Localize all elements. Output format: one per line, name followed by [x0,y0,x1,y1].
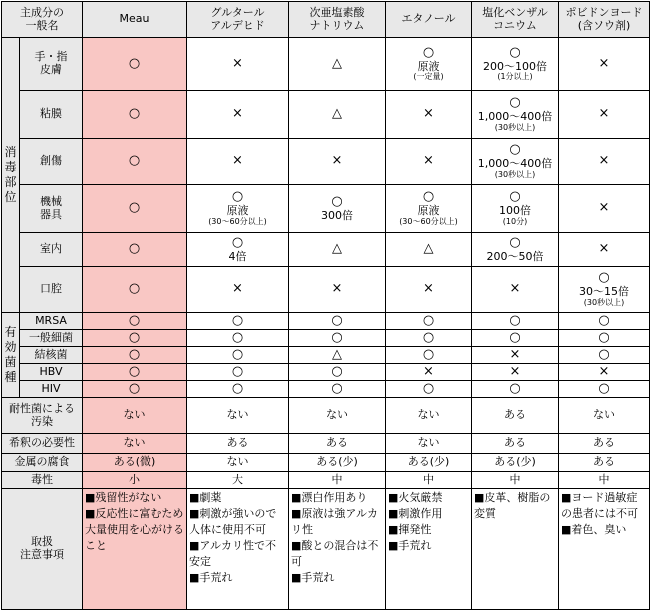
table-cell: ○ [83,381,187,398]
cell-line: × [423,281,434,297]
notes-cell [187,489,289,610]
table-cell [559,267,650,313]
cell-line: × [232,55,243,71]
table-cell: ○ [386,330,472,347]
cell-line: △ [332,55,342,71]
column-header: Meau [83,2,187,38]
notes-cell [386,489,472,610]
table-cell [187,233,289,267]
table-cell: × [472,364,559,381]
cell-line: × [232,153,243,169]
table-cell: 大 [187,472,289,489]
table-cell [187,267,289,313]
table-cell: 中 [289,472,386,489]
cell-line: ○ [422,44,435,60]
table-cell [559,91,650,139]
table-cell [472,267,559,313]
table-cell [472,38,559,91]
cell-line: (一定量) [413,72,444,82]
cell-line: ○ [509,234,521,250]
cell-line: ○ [128,153,141,169]
table-cell [289,267,386,313]
row-label: 金属の腐食 [2,454,83,472]
table-cell [289,91,386,139]
row-label: 結核菌 [20,347,83,364]
cell-line: × [598,241,610,257]
cell-line: (10分) [502,216,528,226]
table-cell: ○ [187,313,289,330]
cell-line: (30～60分以上) [208,216,267,226]
table-cell [472,91,559,139]
table-cell [289,139,386,185]
cell-line: 100倍 [499,204,531,218]
cell-line: × [232,106,243,122]
table-cell: ○ [559,313,650,330]
row-label: 口腔 [20,267,83,313]
table-cell: ○ [83,347,187,364]
cell-line: (30秒以上) [583,297,625,307]
table-cell: ある [472,398,559,434]
table-cell: ある(少) [386,454,472,472]
table-cell: ○ [187,330,289,347]
table-cell [289,185,386,233]
cell-line: × [598,153,610,169]
table-cell: ○ [289,330,386,347]
cell-line: × [509,281,521,297]
note-item: ■火気厳禁 [388,491,443,504]
note-item: ■漂白作用あり [291,491,368,504]
cell-line: ○ [231,234,244,250]
table-cell: ない [187,454,289,472]
row-label: 室内 [20,233,83,267]
group-label-disinfection: 消 毒 部 位 [2,38,20,313]
row-label: MRSA [20,313,83,330]
table-cell [289,38,386,91]
table-cell [289,233,386,267]
note-item: ■酸との混合は不可 [291,538,379,568]
table-cell [559,38,650,91]
cell-line: ○ [509,189,521,205]
row-label: 手・指 皮膚 [20,38,83,91]
table-cell: ○ [187,364,289,381]
note-item: ■残留性がない [85,491,162,504]
note-item: ■刺激作用 [388,506,443,520]
table-cell [187,139,289,185]
row-label-notes: 取扱 注意事項 [2,489,83,610]
table-cell: ない [83,398,187,434]
cell-line: 原液 [417,59,440,73]
table-cell [386,267,472,313]
note-item: ■揮発性 [388,522,432,536]
note-item: ■反応性に富むため大量使用を心がけること [85,506,184,552]
cell-line: × [598,200,610,216]
cell-line: 4倍 [228,249,247,263]
note-item: ■着色、臭い [561,522,627,536]
cell-line: 1,000～400倍 [477,157,553,171]
table-cell: ○ [472,313,559,330]
table-cell: ○ [386,381,472,398]
row-label: 希釈の必要性 [2,434,83,454]
table-cell: 中 [559,472,650,489]
table-cell: ある [289,434,386,454]
table-cell [83,233,187,267]
cell-line: △ [423,241,434,257]
cell-line: 300倍 [321,208,353,222]
row-label: 一般細菌 [20,330,83,347]
table-cell: △ [289,347,386,364]
column-header: 次亜塩素酸 ナトリウム [289,2,386,38]
cell-line: ○ [128,241,141,257]
cell-line: × [423,106,434,122]
cell-line: 200～50倍 [486,249,544,263]
table-cell [559,233,650,267]
table-cell: ない [289,398,386,434]
cell-line: × [423,153,434,169]
table-cell: ある [472,434,559,454]
group-label-effective: 有 効 菌 種 [2,313,20,398]
table-cell: × [386,364,472,381]
note-item: ■刺激が強いので人体に使用不可 [189,506,277,536]
cell-line: △ [332,106,342,122]
table-cell: ○ [83,330,187,347]
cell-line: (1分以上) [497,72,533,82]
column-header: ポビドンヨード (含ソウ剤) [559,2,650,38]
table-cell [187,185,289,233]
table-cell: × [472,347,559,364]
note-item: ■劇薬 [189,491,222,504]
cell-line: 原液 [417,204,440,218]
table-cell: ○ [472,381,559,398]
cell-line: ○ [509,142,521,158]
table-cell: × [559,364,650,381]
row-label: 機械 器具 [20,185,83,233]
table-cell: ○ [386,313,472,330]
notes-cell [289,489,386,610]
note-item: ■手荒れ [189,570,233,584]
cell-line: ○ [128,106,141,122]
cell-line: 200～100倍 [483,59,547,73]
table-cell: ○ [83,313,187,330]
cell-line: (30秒以上) [494,122,536,132]
table-cell [559,185,650,233]
table-cell: ない [559,398,650,434]
cell-line: ○ [598,270,610,286]
table-cell: ○ [289,381,386,398]
table-cell [472,139,559,185]
table-cell: ○ [187,381,289,398]
table-cell [472,185,559,233]
note-item: ■ヨード過敏症の患者には不可 [561,491,638,520]
cell-line: (30～60分以上) [399,216,458,226]
note-item: ■手荒れ [291,570,335,584]
table-cell [559,139,650,185]
table-cell: ない [187,398,289,434]
cell-line: 1,000～400倍 [477,110,553,124]
notes-cell [83,489,187,610]
notes-cell [472,489,559,610]
table-cell: ある(少) [289,454,386,472]
cell-line: ○ [128,281,141,297]
cell-line: ○ [331,193,343,209]
column-header: 塩化ベンザル コニウム [472,2,559,38]
table-cell [386,139,472,185]
notes-cell [559,489,650,610]
note-item: ■原液は強アルカリ性 [291,506,378,536]
cell-line: ○ [509,44,521,60]
header-corner: 主成分の 一般名 [2,2,83,38]
table-cell: ない [83,434,187,454]
row-label: 創傷 [20,139,83,185]
cell-line: × [598,55,610,71]
row-label: 耐性菌による 汚染 [2,398,83,434]
table-cell: ○ [559,330,650,347]
cell-line: × [331,281,343,297]
table-cell [187,38,289,91]
column-header: エタノール [386,2,472,38]
note-item: ■皮革、樹脂の変質 [474,491,551,520]
table-cell: ある [559,434,650,454]
table-cell: ある [187,434,289,454]
table-cell: ある(微) [83,454,187,472]
table-cell [386,91,472,139]
table-cell: ○ [559,381,650,398]
table-cell [83,38,187,91]
cell-line: △ [332,241,342,257]
note-item: ■手荒れ [388,538,432,552]
table-cell: ○ [187,347,289,364]
table-cell [386,233,472,267]
cell-line: ○ [509,95,521,111]
table-cell: ない [386,398,472,434]
row-label: 毒性 [2,472,83,489]
note-item: ■アルカリ性で不安定 [189,538,276,568]
table-cell: ○ [289,364,386,381]
table-cell: ○ [472,330,559,347]
table-cell [386,38,472,91]
cell-line: ○ [422,189,435,205]
cell-line: 原液 [226,204,249,218]
table-cell: ある [559,454,650,472]
cell-line: 30～15倍 [579,285,629,299]
cell-line: ○ [128,200,141,216]
cell-line: (30秒以上) [494,169,536,179]
cell-line: ○ [231,189,244,205]
table-cell: ある(少) [472,454,559,472]
table-cell [472,233,559,267]
table-cell [83,91,187,139]
table-cell: ○ [83,364,187,381]
row-label: HBV [20,364,83,381]
table-cell: 小 [83,472,187,489]
table-cell [386,185,472,233]
cell-line: × [331,153,343,169]
cell-line: ○ [128,55,141,71]
table-cell: ○ [559,347,650,364]
table-cell: ○ [386,347,472,364]
cell-line: × [598,106,610,122]
table-cell [187,91,289,139]
table-cell: ない [386,434,472,454]
table-cell [83,139,187,185]
cell-line: × [232,281,243,297]
row-label: HIV [20,381,83,398]
row-label: 粘膜 [20,91,83,139]
table-cell: 中 [386,472,472,489]
table-cell: 中 [472,472,559,489]
table-cell [83,185,187,233]
table-cell [83,267,187,313]
column-header: グルタール アルデヒド [187,2,289,38]
table-cell: ○ [289,313,386,330]
disinfectant-comparison-table [1,1,650,610]
